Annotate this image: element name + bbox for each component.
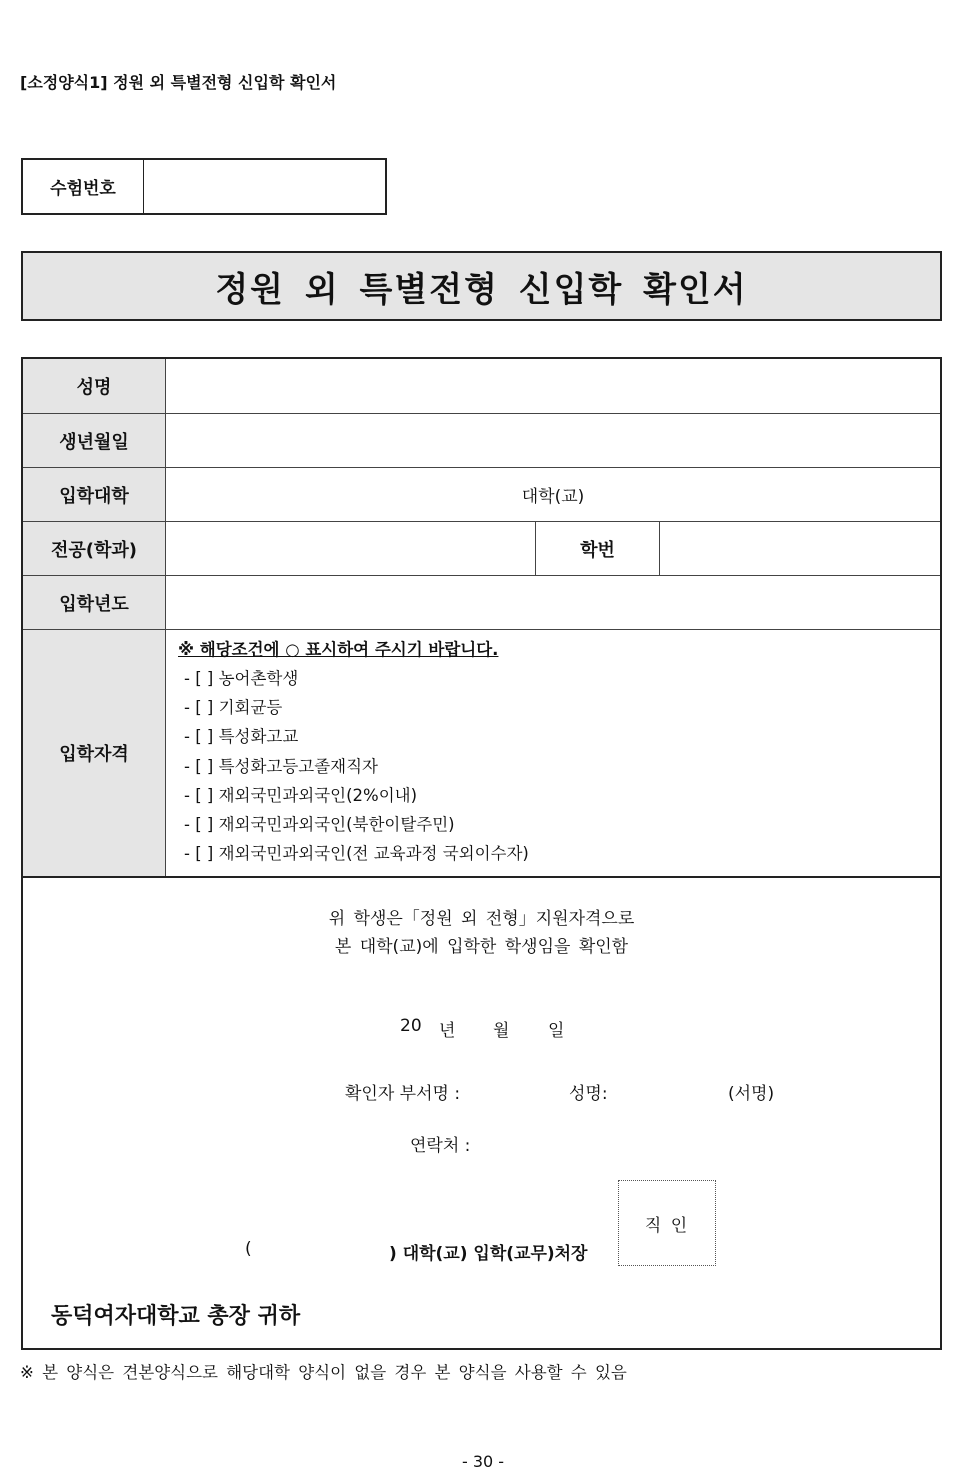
qualification-note: ※ 해당조건에 ○ 표시하여 주시기 바랍니다. [178, 640, 499, 659]
form-label: [소정양식1] 정원 외 특별전형 신입학 확인서 [20, 73, 337, 92]
addressee: 동덕여자대학교 총장 귀하 [51, 1304, 301, 1329]
student-id-label: 학번 [536, 522, 660, 575]
footnote: ※ 본 양식은 견본양식으로 해당대학 양식이 없을 경우 본 양식을 사용할 수 있음 [20, 1363, 627, 1382]
qualification-option[interactable]: - [ ] 재외국민과외국인(전 교육과정 국외이수자) [184, 844, 529, 864]
university-label: 입학대학 [23, 468, 166, 521]
date-month-unit: 월 [493, 1021, 510, 1041]
page-number: - 30 - [461, 1452, 505, 1471]
confirm-line-2: 본 대학(교)에 입학한 학생임을 확인함 [334, 937, 629, 957]
qualification-option[interactable]: - [ ] 특성화고교 [184, 727, 299, 747]
name-label: 성명 [23, 359, 166, 413]
row-name [23, 359, 940, 414]
confirmer-name: 성명: [569, 1084, 608, 1104]
contact-label: 연락처 : [410, 1136, 471, 1156]
row-university [23, 468, 940, 522]
confirm-line-1: 위 학생은「정원 외 전형」지원자격으로 [328, 909, 635, 929]
document-title: 정원 외 특별전형 신입학 확인서 [21, 251, 942, 321]
birth-field[interactable] [166, 414, 940, 467]
qualification-option[interactable]: - [ ] 기회균등 [184, 698, 283, 718]
qualification-option[interactable]: - [ ] 재외국민과외국인(2%이내) [184, 785, 418, 805]
major-label: 전공(학과) [23, 522, 166, 575]
exam-number-field[interactable] [144, 160, 385, 213]
confirmation-form [21, 357, 942, 1350]
qualification-option[interactable]: - [ ] 농어촌학생 [184, 669, 299, 688]
student-id-field[interactable] [660, 522, 940, 575]
row-major [23, 522, 940, 576]
qualification-label: 입학자격 [23, 630, 166, 876]
major-field[interactable] [166, 522, 536, 575]
signature-label: (서명) [728, 1084, 775, 1104]
confirmer-department: 확인자 부서명 : [345, 1084, 461, 1104]
university-field[interactable]: 대학(교) [521, 487, 585, 507]
year-label: 입학년도 [23, 576, 166, 629]
qualification-option[interactable]: - [ ] 특성화고등고졸재직자 [184, 756, 378, 776]
exam-number-label: 수험번호 [23, 160, 144, 213]
qualification-option[interactable]: - [ ] 재외국민과외국인(북한이탈주민) [184, 815, 455, 835]
date-year-unit: 년 [439, 1021, 456, 1041]
qualification-list [178, 635, 529, 868]
row-year [23, 576, 940, 630]
issuer-title: ) 대학(교) 입학(교무)처장 [389, 1244, 588, 1264]
row-qualification [23, 630, 940, 878]
date-day-unit: 일 [548, 1021, 565, 1041]
birth-label: 생년월일 [23, 414, 166, 467]
exam-number-box [21, 158, 387, 215]
row-birth [23, 414, 940, 468]
date-year: 20 [400, 1016, 422, 1036]
issuer-paren: ( [245, 1239, 252, 1259]
year-field[interactable] [166, 576, 940, 629]
official-seal-box: 직 인 [618, 1180, 716, 1266]
name-field[interactable] [166, 359, 940, 413]
